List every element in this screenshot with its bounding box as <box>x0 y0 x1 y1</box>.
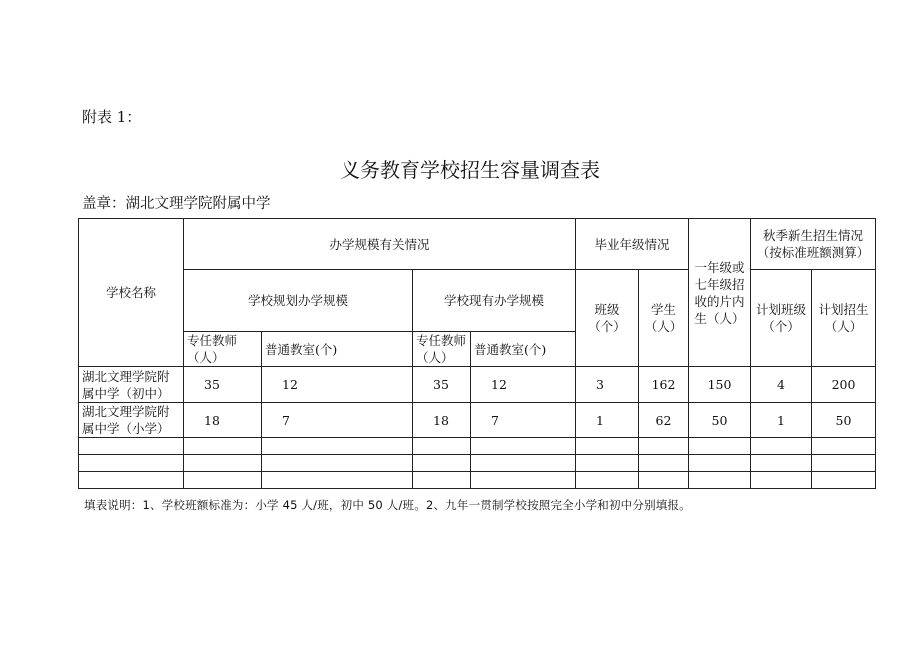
header-grad-students: 学生（人） <box>639 270 689 367</box>
cell-plan-students: 50 <box>812 403 876 438</box>
cell-plan-classes: 4 <box>751 367 812 403</box>
table-row <box>79 367 876 403</box>
header-planned-classrooms: 普通教室(个) <box>262 332 413 367</box>
empty-row <box>79 472 876 489</box>
cell-enroll-area: 150 <box>689 367 751 403</box>
cell-current-teachers: 35 <box>413 367 471 403</box>
cell-current-teachers: 18 <box>413 403 471 438</box>
fill-instructions: 填表说明：1、学校班额标准为：小学 45 人/班，初中 50 人/班。2、九年一贯制学校按照完全小学和初中分别填报。 <box>84 498 691 512</box>
header-plan-students: 计划招生（人） <box>812 270 876 367</box>
cell-planned-classrooms: 12 <box>262 367 413 403</box>
header-autumn-group: 秋季新生招生情况（按标准班额测算） <box>751 219 876 270</box>
header-plan-classes: 计划班级（个） <box>751 270 812 367</box>
seal-line: 盖章：湖北文理学院附属中学 <box>82 196 271 212</box>
header-current-teachers: 专任教师（人） <box>413 332 471 367</box>
header-grad-classes: 班级（个） <box>576 270 639 367</box>
header-school-name: 学校名称 <box>79 219 184 367</box>
empty-row <box>79 438 876 455</box>
header-planned-teachers: 专任教师（人） <box>184 332 262 367</box>
header-row-2 <box>79 270 876 332</box>
survey-table <box>78 218 876 489</box>
cell-planned-teachers: 18 <box>184 403 262 438</box>
header-grad-group: 毕业年级情况 <box>576 219 689 270</box>
cell-plan-classes: 1 <box>751 403 812 438</box>
header-current-scale: 学校现有办学规模 <box>413 270 576 332</box>
cell-current-classrooms: 7 <box>471 403 576 438</box>
table-row <box>79 403 876 438</box>
document-title: 义务教育学校招生容量调查表 <box>340 158 600 182</box>
cell-grad-classes: 3 <box>576 367 639 403</box>
cell-current-classrooms: 12 <box>471 367 576 403</box>
header-planned-scale: 学校规划办学规模 <box>184 270 413 332</box>
cell-grad-students: 162 <box>639 367 689 403</box>
header-enroll-area: 一年级或七年级招收的片内生（人） <box>689 219 751 367</box>
cell-enroll-area: 50 <box>689 403 751 438</box>
cell-grad-classes: 1 <box>576 403 639 438</box>
cell-planned-teachers: 35 <box>184 367 262 403</box>
appendix-label: 附表 1： <box>82 108 142 126</box>
cell-planned-classrooms: 7 <box>262 403 413 438</box>
header-row-1 <box>79 219 876 270</box>
header-scale-group: 办学规模有关情况 <box>184 219 576 270</box>
header-current-classrooms: 普通教室(个) <box>471 332 576 367</box>
cell-school: 湖北文理学院附属中学（小学） <box>79 403 184 438</box>
empty-row <box>79 455 876 472</box>
cell-school: 湖北文理学院附属中学（初中） <box>79 367 184 403</box>
cell-grad-students: 62 <box>639 403 689 438</box>
cell-plan-students: 200 <box>812 367 876 403</box>
